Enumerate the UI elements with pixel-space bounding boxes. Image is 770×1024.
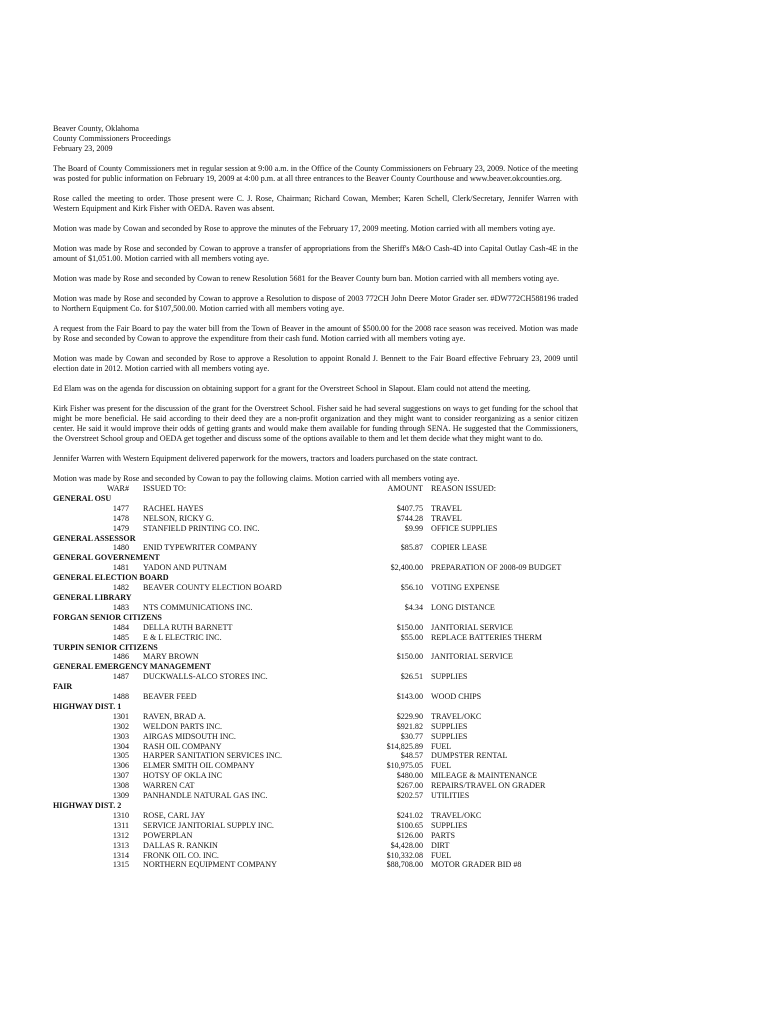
issued-to: STANFIELD PRINTING CO. INC. <box>143 523 260 533</box>
reason-issued: JANITORIAL SERVICE <box>431 622 513 632</box>
reason-issued: SUPPLIES <box>431 820 468 830</box>
fund-group-label: HIGHWAY DIST. 2 <box>53 801 122 810</box>
issued-to: PANHANDLE NATURAL GAS INC. <box>143 791 268 801</box>
claim-row <box>53 583 578 593</box>
claim-amount: $407.75 <box>396 503 423 513</box>
claim-amount: $2,400.00 <box>390 563 423 573</box>
paragraph-fair-board-appointment: Motion was made by Cowan and seconded by Rose to approve a Resolution to appoint Ronald J. Bennett to the Fair Board effective February 23, 2009 until election date in 2012. Motion carried with all members voting aye. <box>53 354 578 373</box>
claim-amount: $229.90 <box>396 711 423 721</box>
claim-row <box>53 722 578 732</box>
issued-to: WELDON PARTS INC. <box>143 721 223 731</box>
reason-issued: FUEL <box>431 850 452 860</box>
claim-row <box>53 623 578 633</box>
claim-amount: $241.02 <box>396 810 423 820</box>
paragraph-meeting-notice: The Board of County Commissioners met in regular session at 9:00 a.m. in the Office of the County Commissioners on February 23, 2009. Notice of the meeting was posted for public information on February 19, 2009 at 4:00 p.m. at all three entrances to the Beaver County Courthouse and www.beaver.okcounties.org. <box>53 164 578 183</box>
claim-row <box>53 524 578 534</box>
warrant-number: 1303 <box>112 731 129 741</box>
warrant-number: 1486 <box>112 652 129 662</box>
issued-to: BEAVER COUNTY ELECTION BOARD <box>143 583 282 593</box>
claim-row <box>53 751 578 761</box>
claim-row <box>53 712 578 722</box>
claim-amount: $202.57 <box>396 791 423 801</box>
claim-amount: $10,975.05 <box>386 761 423 771</box>
header-amount: AMOUNT <box>387 484 423 493</box>
claim-row <box>53 781 578 791</box>
issued-to: WARREN CAT <box>143 781 195 791</box>
claim-amount: $126.00 <box>396 830 423 840</box>
paragraph-minutes-approval: Motion was made by Cowan and seconded by Rose to approve the minutes of the February 17, 2009 meeting. Motion carried with all members voting aye. <box>53 224 556 233</box>
claim-amount: $744.28 <box>396 513 423 523</box>
claim-amount: $150.00 <box>396 652 423 662</box>
claim-amount: $480.00 <box>396 771 423 781</box>
claims-header-row <box>53 484 578 494</box>
claim-amount: $30.77 <box>400 731 423 741</box>
reason-issued: TRAVEL <box>431 503 462 513</box>
warrant-number: 1314 <box>112 850 129 860</box>
issued-to: AIRGAS MIDSOUTH INC. <box>143 731 236 741</box>
warrant-number: 1306 <box>112 761 129 771</box>
warrant-number: 1305 <box>112 751 129 761</box>
reason-issued: DUMPSTER RENTAL <box>431 751 508 761</box>
claim-amount: $26.51 <box>400 672 423 682</box>
warrant-number: 1479 <box>112 523 129 533</box>
claim-amount: $4,428.00 <box>390 840 423 850</box>
claim-amount: $100.65 <box>396 820 423 830</box>
warrant-number: 1313 <box>112 840 129 850</box>
header-reason: REASON ISSUED: <box>431 484 496 493</box>
reason-issued: REPLACE BATTERIES THERM <box>431 632 542 642</box>
claim-row <box>53 831 578 841</box>
claims-table <box>53 484 578 870</box>
reason-issued: LONG DISTANCE <box>431 602 495 612</box>
claim-amount: $267.00 <box>396 781 423 791</box>
paragraph-grant-discussion: Kirk Fisher was present for the discussion of the grant for the Overstreet School. Fisher said he had several suggestions on ways to get funding for the school that might be more beneficial. He said according to their deed they are a non-profit organization and they might want to consider reorganizing as a senior citizen center. He said it would improve their odds of getting grants and would make them available for funding through SENA. He suggested that the Commissioners, the Overstreet School group and OEDA get together and discuss some of the options available to them and let them decide what they might want to do. <box>53 404 578 443</box>
warrant-number: 1478 <box>112 513 129 523</box>
reason-issued: UTILITIES <box>431 791 470 801</box>
claim-amount: $55.00 <box>400 632 423 642</box>
claim-amount: $921.82 <box>396 721 423 731</box>
issued-to: NTS COMMUNICATIONS INC. <box>143 602 253 612</box>
reason-issued: REPAIRS/TRAVEL ON GRADER <box>431 781 546 791</box>
paragraph-western-equipment: Jennifer Warren with Western Equipment delivered paperwork for the mowers, tractors and loaders purchased on the state contract. <box>53 454 478 463</box>
county-name: Beaver County, Oklahoma <box>53 124 140 133</box>
reason-issued: WOOD CHIPS <box>431 692 482 702</box>
claims-group-row <box>53 553 578 563</box>
issued-to: RAVEN, BRAD A. <box>143 711 206 721</box>
claim-amount: $150.00 <box>396 622 423 632</box>
warrant-number: 1488 <box>112 692 129 702</box>
fund-group-label: HIGHWAY DIST. 1 <box>53 701 122 711</box>
claim-row <box>53 742 578 752</box>
claim-row <box>53 633 578 643</box>
claim-row <box>53 791 578 801</box>
warrant-number: 1309 <box>112 791 129 801</box>
claim-row <box>53 504 578 514</box>
claim-row <box>53 543 578 553</box>
reason-issued: TRAVEL/OKC <box>431 711 482 721</box>
claim-amount: $143.00 <box>396 692 423 702</box>
issued-to: BEAVER FEED <box>143 692 197 702</box>
reason-issued: PREPARATION OF 2008-09 BUDGET <box>431 563 562 573</box>
claims-group-row <box>53 534 578 544</box>
paragraph-grader-disposal: Motion was made by Rose and seconded by Cowan to approve a Resolution to dispose of 2003 772CH John Deere Motor Grader ser. #DW772CH588196 traded to Northern Equipment Co. for $107,500.00. Motion carried with all members voting aye. <box>53 294 578 313</box>
fund-group-label: GENERAL OSU <box>53 493 112 503</box>
paragraph-attendance: Rose called the meeting to order. Those present were C. J. Rose, Chairman; Richard Cowan, Member; Karen Schell, Clerk/Secretary, Jennifer Warren with Western Equipment and Kirk Fisher with OEDA. Raven was absent. <box>53 194 578 213</box>
claims-group-row <box>53 613 578 623</box>
issued-to: E & L ELECTRIC INC. <box>143 632 222 642</box>
issued-to: POWERPLAN <box>143 830 193 840</box>
warrant-number: 1477 <box>112 503 129 513</box>
issued-to: FRONK OIL CO. INC. <box>143 850 219 860</box>
warrant-number: 1310 <box>112 810 129 820</box>
issued-to: RACHEL HAYES <box>143 503 204 513</box>
issued-to: MARY BROWN <box>143 652 199 662</box>
issued-to: NELSON, RICKY G. <box>143 513 214 523</box>
claim-amount: $85.87 <box>400 543 423 553</box>
paragraph-burn-ban: Motion was made by Rose and seconded by Cowan to renew Resolution 5681 for the Beaver County burn ban. Motion carried with all members voting aye. <box>53 274 559 283</box>
issued-to: ROSE, CARL JAY <box>143 810 206 820</box>
meeting-date: February 23, 2009 <box>53 144 113 153</box>
warrant-number: 1482 <box>112 583 129 593</box>
claim-row <box>53 692 578 702</box>
claim-row <box>53 672 578 682</box>
claims-group-row <box>53 643 578 653</box>
issued-to: SERVICE JANITORIAL SUPPLY INC. <box>143 820 274 830</box>
claim-row <box>53 771 578 781</box>
claims-group-row <box>53 573 578 583</box>
claims-group-row <box>53 494 578 504</box>
warrant-number: 1485 <box>112 632 129 642</box>
claim-amount: $56.10 <box>400 583 423 593</box>
claim-row <box>53 841 578 851</box>
claim-amount: $88,708.00 <box>386 860 423 870</box>
paragraph-overstreet-agenda: Ed Elam was on the agenda for discussion on obtaining support for a grant for the Overstreet School in Slapout. Elam could not attend the meeting. <box>53 384 531 393</box>
reason-issued: SUPPLIES <box>431 721 468 731</box>
warrant-number: 1311 <box>113 820 129 830</box>
reason-issued: SUPPLIES <box>431 731 468 741</box>
warrant-number: 1307 <box>112 771 129 781</box>
warrant-number: 1301 <box>112 711 129 721</box>
warrant-number: 1483 <box>112 602 129 612</box>
reason-issued: DIRT <box>431 840 450 850</box>
header-war: WAR# <box>106 484 129 493</box>
fund-group-label: GENERAL EMERGENCY MANAGEMENT <box>53 662 211 672</box>
issued-to: ENID TYPEWRITER COMPANY <box>143 543 258 553</box>
paragraph-appropriations-transfer: Motion was made by Rose and seconded by Cowan to approve a transfer of appropriations from the Sheriff's M&O Cash-4D into Capital Outlay Cash-4E in the amount of $1,051.00. Motion carried with all members voting aye. <box>53 244 578 263</box>
issued-to: DALLAS R. RANKIN <box>143 840 218 850</box>
issued-to: NORTHERN EQUIPMENT COMPANY <box>143 860 277 870</box>
claim-amount: $48.57 <box>400 751 423 761</box>
claims-group-row <box>53 682 578 692</box>
paragraph-fair-board-water-bill: A request from the Fair Board to pay the water bill from the Town of Beaver in the amount of $500.00 for the 2008 race season was received. Motion was made by Rose and seconded by Cowan to approve the expenditure from their cash fund. Motion carried with all members voting aye. <box>53 324 578 343</box>
issued-to: DELLA RUTH BARNETT <box>143 622 233 632</box>
claims-group-row <box>53 593 578 603</box>
claim-row <box>53 860 578 870</box>
proceedings-title: County Commissioners Proceedings <box>53 134 171 143</box>
reason-issued: COPIER LEASE <box>431 543 487 553</box>
claim-amount: $9.99 <box>404 523 423 533</box>
fund-group-label: TURPIN SENIOR CITIZENS <box>53 642 158 652</box>
reason-issued: JANITORIAL SERVICE <box>431 652 513 662</box>
reason-issued: TRAVEL <box>431 513 462 523</box>
warrant-number: 1302 <box>112 721 129 731</box>
warrant-number: 1304 <box>112 741 129 751</box>
claim-amount: $4.34 <box>404 602 423 612</box>
warrant-number: 1315 <box>112 860 129 870</box>
claims-group-row <box>53 662 578 672</box>
reason-issued: MILEAGE & MAINTENANCE <box>431 771 538 781</box>
claim-row <box>53 732 578 742</box>
reason-issued: MOTOR GRADER BID #8 <box>431 860 522 870</box>
warrant-number: 1484 <box>112 622 129 632</box>
issued-to: DUCKWALLS-ALCO STORES INC. <box>143 672 268 682</box>
claim-row <box>53 652 578 662</box>
claim-row <box>53 603 578 613</box>
reason-issued: PARTS <box>431 830 455 840</box>
reason-issued: OFFICE SUPPLIES <box>431 523 498 533</box>
warrant-number: 1308 <box>112 781 129 791</box>
warrant-number: 1480 <box>112 543 129 553</box>
fund-group-label: GENERAL GOVERNEMENT <box>53 553 160 563</box>
fund-group-label: GENERAL ASSESSOR <box>53 533 136 543</box>
issued-to: ELMER SMITH OIL COMPANY <box>143 761 255 771</box>
issued-to: HOTSY OF OKLA INC <box>143 771 223 781</box>
fund-group-label: GENERAL LIBRARY <box>53 592 132 602</box>
claim-row <box>53 761 578 771</box>
warrant-number: 1312 <box>112 830 129 840</box>
claims-intro: Motion was made by Rose and seconded by Cowan to pay the following claims. Motion carried with all members voting aye. <box>53 474 460 483</box>
fund-group-label: FORGAN SENIOR CITIZENS <box>53 612 162 622</box>
issued-to: HARPER SANITATION SERVICES INC. <box>143 751 283 761</box>
document-header <box>53 124 578 154</box>
claim-row <box>53 811 578 821</box>
claim-amount: $14,825.89 <box>386 741 423 751</box>
claim-row <box>53 563 578 573</box>
document-page <box>53 124 578 870</box>
issued-to: RASH OIL COMPANY <box>143 741 222 751</box>
claim-row <box>53 514 578 524</box>
fund-group-label: GENERAL ELECTION BOARD <box>53 573 169 583</box>
claims-group-row <box>53 801 578 811</box>
issued-to: YADON AND PUTNAM <box>143 563 227 573</box>
reason-issued: VOTING EXPENSE <box>431 583 500 593</box>
warrant-number: 1481 <box>112 563 129 573</box>
claims-group-row <box>53 702 578 712</box>
fund-group-label: FAIR <box>53 682 73 692</box>
reason-issued: SUPPLIES <box>431 672 468 682</box>
claim-row <box>53 851 578 861</box>
reason-issued: FUEL <box>431 761 452 771</box>
claim-amount: $10,332.08 <box>386 850 423 860</box>
header-issued-to: ISSUED TO: <box>143 484 187 493</box>
reason-issued: FUEL <box>431 741 452 751</box>
reason-issued: TRAVEL/OKC <box>431 810 482 820</box>
claim-row <box>53 821 578 831</box>
warrant-number: 1487 <box>112 672 129 682</box>
